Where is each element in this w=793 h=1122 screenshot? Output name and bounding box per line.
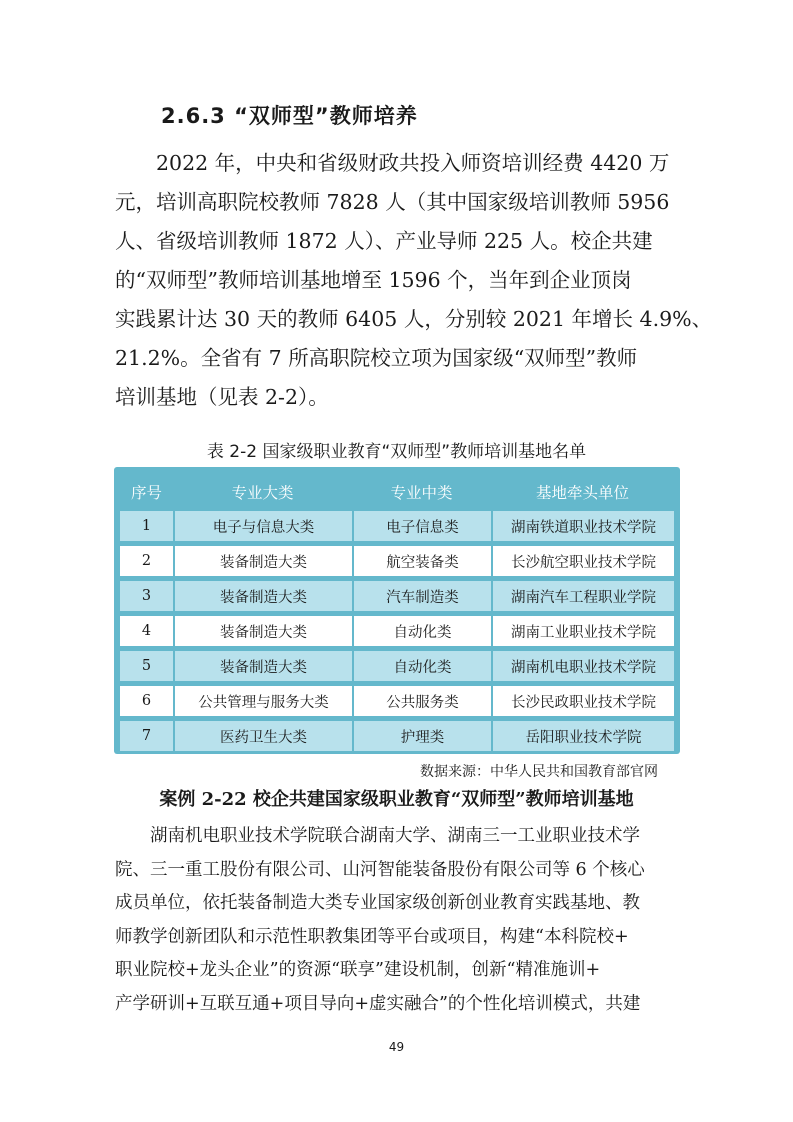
- cell-lead-unit: 长沙民政职业技术学院: [491, 686, 674, 716]
- table-row: [120, 721, 674, 751]
- table-source-note: 数据来源：中华人民共和国教育部官网: [420, 764, 658, 780]
- cell-index: 7: [120, 721, 173, 751]
- table-row: [120, 686, 674, 716]
- cell-major-category: 医药卫生大类: [173, 721, 352, 751]
- cell-sub-category: 航空装备类: [352, 546, 491, 576]
- cell-major-category: 装备制造大类: [173, 651, 352, 681]
- table-row: [120, 651, 674, 681]
- body-line: 的“双师型”教师培训基地增至 1596 个，当年到企业顶岗: [115, 268, 632, 292]
- cell-index: 4: [120, 616, 173, 646]
- cell-lead-unit: 湖南铁道职业技术学院: [491, 511, 674, 541]
- cell-lead-unit: 岳阳职业技术学院: [491, 721, 674, 751]
- table-header-row: [120, 478, 674, 506]
- cell-index: 5: [120, 651, 173, 681]
- body-line: 人、省级培训教师 1872 人）、产业导师 225 人。校企共建: [115, 229, 653, 253]
- table-row: [120, 511, 674, 541]
- table: [120, 473, 674, 756]
- cell-sub-category: 电子信息类: [352, 511, 491, 541]
- cell-sub-category: 公共服务类: [352, 686, 491, 716]
- cell-index: 2: [120, 546, 173, 576]
- page-number: 49: [388, 1040, 405, 1054]
- body-line: 2022 年，中央和省级财政共投入师资培训经费 4420 万: [115, 151, 670, 175]
- table-row: [120, 546, 674, 576]
- case-line: 成员单位，依托装备制造大类专业国家级创新创业教育实践基地、教: [115, 893, 640, 914]
- table-row: [120, 616, 674, 646]
- header-sub-category: 专业中类: [390, 484, 453, 502]
- cell-major-category: 公共管理与服务大类: [173, 686, 352, 716]
- cell-sub-category: 自动化类: [352, 651, 491, 681]
- case-title: 案例 2-22 校企共建国家级职业教育“双师型”教师培训基地: [159, 789, 634, 810]
- cell-major-category: 电子与信息大类: [173, 511, 352, 541]
- section-heading: 2.6.3 “双师型”教师培养: [161, 104, 418, 128]
- cell-index: 3: [120, 581, 173, 611]
- cell-lead-unit: 湖南汽车工程职业学院: [491, 581, 674, 611]
- case-line: 职业院校+龙头企业”的资源“联享”建设机制，创新“精准施训+: [115, 960, 601, 981]
- body-line: 培训基地（见表 2-2）。: [115, 385, 329, 409]
- case-line: 产学研训+互联互通+项目导向+虚实融合”的个性化培训模式，共建: [115, 993, 641, 1014]
- header-major-category: 专业大类: [231, 484, 294, 502]
- case-line: 院、三一重工股份有限公司、山河智能装备股份有限公司等 6 个核心: [115, 859, 645, 880]
- section-body: [115, 144, 713, 417]
- table-row: [120, 581, 674, 611]
- cell-lead-unit: 湖南工业职业技术学院: [491, 616, 674, 646]
- cell-index: 1: [120, 511, 173, 541]
- case-line: 师教学创新团队和示范性职教集团等平台或项目，构建“本科院校+: [115, 926, 629, 947]
- cell-sub-category: 自动化类: [352, 616, 491, 646]
- cell-lead-unit: 湖南机电职业技术学院: [491, 651, 674, 681]
- cell-major-category: 装备制造大类: [173, 616, 352, 646]
- body-line: 21.2%。全省有 7 所高职院校立项为国家级“双师型”教师: [115, 346, 638, 370]
- case-line: 湖南机电职业技术学院联合湖南大学、湖南三一工业职业技术学: [115, 826, 640, 846]
- cell-sub-category: 护理类: [352, 721, 491, 751]
- cell-major-category: 装备制造大类: [173, 546, 352, 576]
- body-line: 实践累计达 30 天的教师 6405 人，分别较 2021 年增长 4.9%、: [115, 307, 713, 331]
- cell-major-category: 装备制造大类: [173, 581, 352, 611]
- cell-sub-category: 汽车制造类: [352, 581, 491, 611]
- cell-index: 6: [120, 686, 173, 716]
- header-lead-unit: 基地牵头单位: [535, 484, 629, 502]
- cell-lead-unit: 长沙航空职业技术学院: [491, 546, 674, 576]
- header-index: 序号: [130, 484, 162, 502]
- training-base-table: [114, 467, 680, 754]
- body-line: 元，培训高职院校教师 7828 人（其中国家级培训教师 5956: [115, 190, 670, 214]
- table-caption: 表 2-2 国家级职业教育“双师型”教师培训基地名单: [206, 442, 587, 462]
- case-body: [115, 820, 685, 1022]
